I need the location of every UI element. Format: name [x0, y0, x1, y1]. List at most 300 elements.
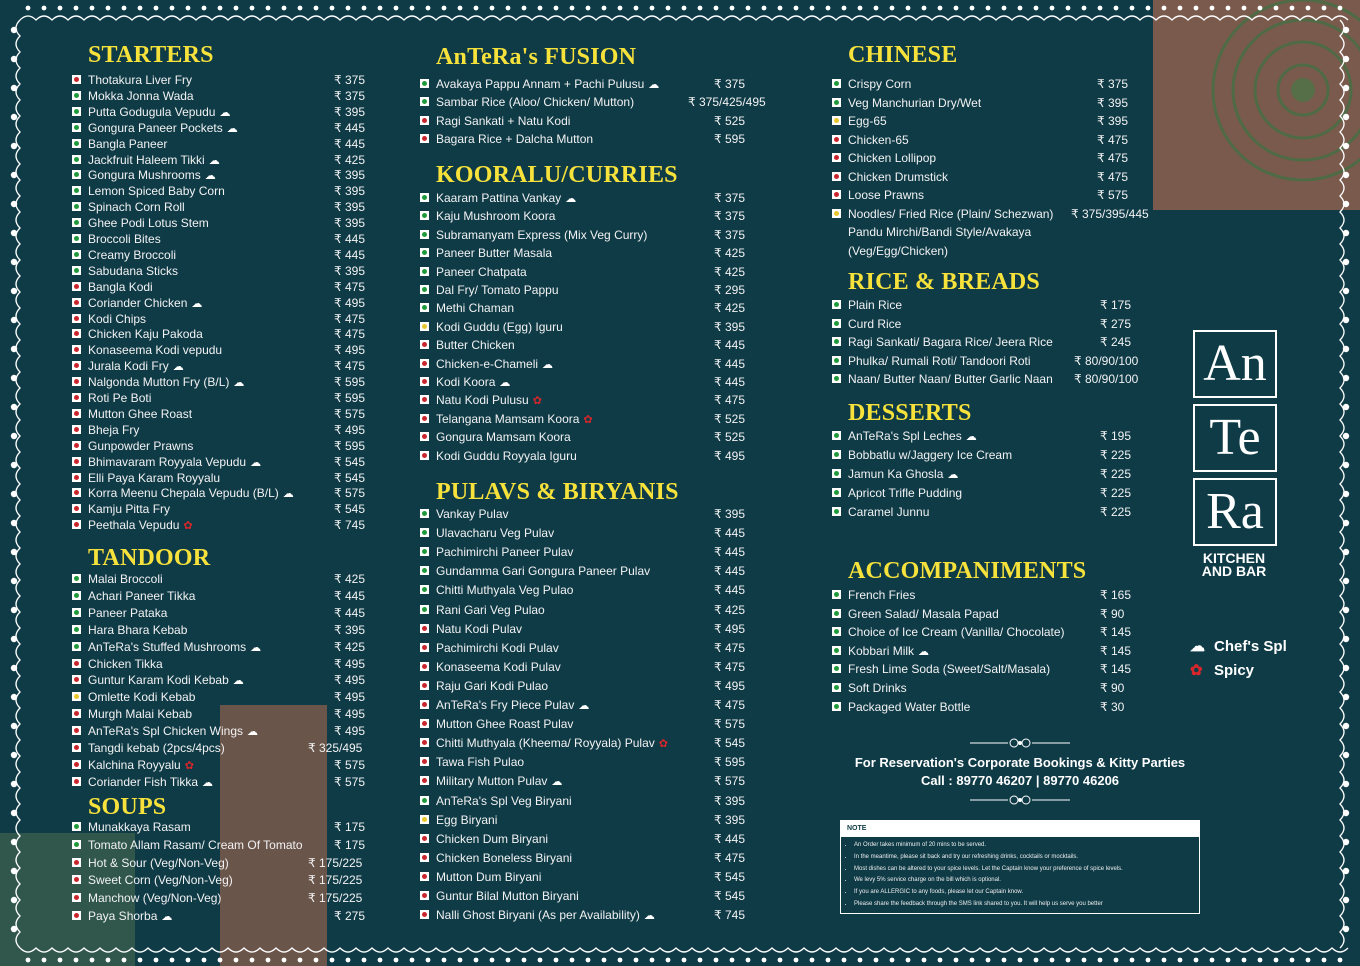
menu-item-name: Murgh Malai Kebab [88, 707, 193, 722]
menu-item-name: Subramanyam Express (Mix Veg Curry) [436, 227, 648, 242]
menu-item-price: ₹ 195 [1100, 429, 1131, 443]
menu-item-price: ₹ 475 [1097, 132, 1128, 147]
nonveg-indicator-icon [832, 153, 841, 162]
chef-hat-icon: ☁ [232, 675, 244, 688]
nonveg-indicator-icon [72, 329, 81, 338]
nonveg-indicator-icon [72, 726, 81, 735]
menu-item [420, 735, 824, 751]
menu-item-price: ₹ 575 [334, 757, 365, 772]
menu-item [72, 342, 444, 358]
menu-item-price: ₹ 445 [334, 588, 365, 603]
menu-item-name: Dal Fry/ Tomato Pappu [436, 283, 559, 297]
note-line: • Please share the feedback through the SMS link shared to you. It will help us serve you better [854, 899, 1199, 911]
nonveg-indicator-icon [72, 675, 81, 684]
menu-item-name: Bagara Rice + Dalcha Mutton [436, 132, 594, 147]
menu-item-name: Pachimirchi Kodi Pulav [436, 640, 559, 655]
menu-item-name: Manchow (Veg/Non-Veg) [88, 891, 222, 906]
menu-item-name: Lemon Spiced Baby Corn [88, 184, 225, 199]
menu-item [420, 621, 824, 637]
menu-item-price: ₹ 575 [334, 406, 365, 421]
section-title-breads: RICE & BREADS [848, 269, 1040, 295]
menu-item [420, 227, 824, 243]
menu-item-name: Chicken Kaju Pakoda [88, 327, 203, 342]
menu-item [72, 470, 444, 486]
section-title-biryanis: PULAVS & BIRYANIS [436, 479, 679, 505]
veg-indicator-icon [832, 702, 841, 711]
veg-indicator-icon [420, 248, 429, 257]
menu-item-name: Omlette Kodi Kebab [88, 690, 196, 705]
menu-item-price: ₹ 425 [714, 301, 745, 316]
egg-indicator-icon [420, 322, 429, 331]
veg-indicator-icon [72, 625, 81, 634]
menu-item [72, 501, 444, 517]
menu-item-name: Gunpowder Prawns [88, 438, 194, 453]
menu-item [420, 356, 824, 372]
menu-item [420, 754, 824, 770]
menu-item [72, 672, 444, 688]
menu-item [72, 908, 444, 924]
veg-indicator-icon [72, 202, 81, 211]
menu-item [420, 113, 824, 129]
menu-item-price: ₹ 395 [334, 263, 365, 278]
menu-item [420, 602, 824, 618]
menu-item-price: ₹ 395 [334, 104, 365, 119]
menu-item-price: ₹ 30 [1100, 699, 1125, 714]
chef-hat-icon: ☁ [551, 776, 563, 789]
menu-item [832, 206, 1207, 222]
menu-item [420, 411, 824, 427]
menu-item-name: Kobbari Milk ☁ [848, 643, 930, 658]
menu-item-name: Jurala Kodi Fry ☁ [88, 359, 184, 374]
menu-item-name: Crispy Corn [848, 77, 912, 91]
menu-item [72, 740, 444, 756]
chef-hat-icon: ☁ [918, 645, 930, 658]
menu-item-name: Gongura Mamsam Koora [436, 430, 571, 445]
egg-indicator-icon [420, 815, 429, 824]
menu-item [72, 571, 444, 587]
menu-item-name: Chicken Drumstick [848, 169, 949, 184]
menu-item-name: Packaged Water Bottle [848, 699, 971, 714]
menu-item-price: ₹ 395 [714, 507, 745, 521]
veg-indicator-icon [420, 796, 429, 805]
nonveg-indicator-icon [420, 719, 429, 728]
menu-item-price: ₹ 445 [334, 232, 365, 246]
nonveg-indicator-icon [420, 662, 429, 671]
nonveg-indicator-icon [72, 777, 81, 786]
veg-indicator-icon [420, 605, 429, 614]
menu-item-name: Peethala Vepudu ✿ [88, 518, 193, 533]
menu-item-price: ₹ 425 [714, 602, 745, 617]
menu-item-price: ₹ 495 [334, 724, 365, 739]
menu-item-name: Kodi Guddu Royyala Iguru [436, 448, 577, 463]
menu-item-name: Sweet Corn (Veg/Non-Veg) [88, 873, 233, 888]
chef-hat-icon: ☁ [226, 122, 238, 135]
menu-item-price: ₹ 595 [334, 391, 365, 405]
veg-indicator-icon [832, 300, 841, 309]
menu-item [420, 716, 824, 732]
menu-item-name: Natu Kodi Pulusu ✿ [436, 393, 542, 408]
veg-indicator-icon [420, 193, 429, 202]
menu-item-price: ₹ 375 [714, 191, 745, 205]
menu-item-price: ₹ 475 [714, 659, 745, 674]
menu-item [420, 697, 824, 713]
nonveg-indicator-icon [420, 377, 429, 386]
menu-item-name: Guntur Karam Kodi Kebab ☁ [88, 673, 244, 688]
menu-item-price: ₹ 225 [1100, 448, 1131, 463]
menu-item [72, 136, 444, 152]
menu-item-price: ₹ 545 [714, 869, 745, 884]
menu-item-name: Ulavacharu Veg Pulav [436, 526, 555, 541]
veg-indicator-icon [420, 528, 429, 537]
menu-item-name: Hara Bhara Kebab [88, 622, 188, 637]
menu-item-name: Tawa Fish Pulao [436, 755, 525, 770]
chef-hat-icon: ☁ [204, 170, 216, 183]
menu-item [420, 319, 824, 335]
menu-item-name: French Fries [848, 588, 916, 602]
menu-item-price: ₹ 295 [714, 283, 745, 297]
menu-item-price: ₹ 395 [1097, 95, 1128, 110]
menu-item-price: ₹ 375 [714, 227, 745, 242]
menu-item-price: ₹ 495 [714, 448, 745, 463]
nonveg-indicator-icon [72, 488, 81, 497]
veg-indicator-icon [832, 507, 841, 516]
menu-item-name: Gundamma Gari Gongura Paneer Pulav [436, 564, 651, 579]
veg-indicator-icon [832, 337, 841, 346]
menu-item-price: ₹ 395 [334, 184, 365, 199]
menu-item [832, 150, 1207, 166]
veg-indicator-icon [72, 155, 81, 164]
nonveg-indicator-icon [72, 520, 81, 529]
menu-item [72, 774, 444, 790]
menu-item-continuation: Pandu Mirchi/Bandi Style/Avakaya [848, 225, 1032, 239]
menu-item-name: Kaju Mushroom Koora [436, 209, 556, 224]
menu-item-price: ₹ 375 [714, 77, 745, 91]
menu-item-name: Malai Broccoli [88, 572, 163, 586]
nonveg-indicator-icon [420, 624, 429, 633]
nonveg-indicator-icon [72, 457, 81, 466]
menu-item-price: ₹ 145 [1100, 625, 1131, 640]
chef-hat-icon: ☁ [219, 106, 231, 119]
menu-item-price: ₹ 445 [714, 338, 745, 353]
menu-item-name: Sabudana Sticks [88, 263, 179, 278]
menu-item [72, 167, 444, 183]
nonveg-indicator-icon [72, 858, 81, 867]
note-line: • We levy 5% service charge on the bill which is optional. [854, 875, 1199, 887]
veg-indicator-icon [832, 469, 841, 478]
menu-item [72, 622, 444, 638]
menu-item-price: ₹ 375 [1097, 77, 1128, 91]
chef-hat-icon: ☁ [208, 154, 220, 167]
menu-item-price: ₹ 495 [334, 295, 365, 310]
menu-item-name: Chicken-e-Chameli ☁ [436, 356, 554, 371]
menu-item [420, 659, 824, 675]
menu-item [72, 872, 444, 888]
menu-item [72, 295, 444, 311]
note-heading: NOTE [841, 821, 1199, 837]
veg-indicator-icon [832, 683, 841, 692]
menu-item [72, 406, 444, 422]
menu-item [832, 699, 1210, 715]
nonveg-indicator-icon [832, 172, 841, 181]
nonveg-indicator-icon [420, 134, 429, 143]
menu-item-price: ₹ 445 [714, 356, 745, 371]
menu-item [832, 297, 1210, 313]
menu-item-price: ₹ 525 [714, 113, 745, 128]
menu-item-name: Hot & Sour (Veg/Non-Veg) [88, 855, 229, 870]
menu-item-price: ₹ 225 [1100, 467, 1131, 482]
menu-item [832, 132, 1207, 148]
menu-item-price: ₹ 425 [714, 264, 745, 279]
menu-item-price: ₹ 395 [714, 319, 745, 334]
menu-item [832, 587, 1210, 603]
logo-and-bar: AND BAR [1201, 563, 1267, 579]
menu-item-price: ₹ 395 [334, 200, 365, 215]
menu-item-name: Apricot Trifle Pudding [848, 486, 963, 501]
menu-item [420, 131, 824, 147]
section-title-chinese: CHINESE [848, 42, 958, 68]
menu-item-price: ₹ 545 [334, 470, 365, 485]
menu-item [420, 640, 824, 656]
menu-item-price: ₹ 495 [334, 673, 365, 688]
nonveg-indicator-icon [72, 425, 81, 434]
veg-indicator-icon [72, 170, 81, 179]
menu-item-price: ₹ 475 [334, 327, 365, 342]
menu-item-price: ₹ 595 [334, 438, 365, 453]
menu-item-name: Green Salad/ Masala Papad [848, 606, 999, 621]
menu-item [420, 94, 824, 110]
menu-item [832, 643, 1210, 659]
menu-item-price: ₹ 445 [334, 136, 365, 151]
veg-indicator-icon [72, 266, 81, 275]
menu-item-name: Veg Manchurian Dry/Wet [848, 95, 982, 110]
menu-item-name: Coriander Fish Tikka ☁ [88, 774, 214, 789]
menu-item-name: Natu Kodi Pulav [436, 621, 523, 636]
menu-item-name: Korra Meenu Chepala Vepudu (B/L) ☁ [88, 486, 294, 501]
menu-item-name: Konaseema Kodi Pulav [436, 659, 561, 674]
menu-item [72, 689, 444, 705]
menu-item-price: ₹ 225 [1100, 505, 1131, 520]
menu-item-price: ₹ 495 [334, 422, 365, 437]
veg-indicator-icon [72, 123, 81, 132]
menu-item-name: Nalgonda Mutton Fry (B/L) ☁ [88, 375, 245, 390]
menu-item-name: Chicken Lollipop [848, 151, 937, 165]
menu-item-name: Chitti Muthyala (Kheema/ Royyala) Pulav ✿ [436, 736, 668, 751]
chili-icon: ✿ [1190, 662, 1203, 679]
veg-indicator-icon [72, 822, 81, 831]
nonveg-indicator-icon [72, 75, 81, 84]
menu-item-name: Konaseema Kodi vepudu [88, 343, 223, 358]
menu-item [832, 504, 1210, 520]
menu-item [420, 190, 824, 206]
reservation-line: For Reservation's Corporate Bookings & Kitty Parties [854, 755, 1186, 770]
section-title-starters: STARTERS [88, 42, 214, 68]
menu-item-name: Broccoli Bites [88, 232, 161, 246]
veg-indicator-icon [832, 609, 841, 618]
nonveg-indicator-icon [420, 738, 429, 747]
nonveg-indicator-icon [420, 891, 429, 900]
veg-indicator-icon [72, 840, 81, 849]
veg-indicator-icon [72, 234, 81, 243]
menu-item [832, 371, 1210, 387]
veg-indicator-icon [420, 285, 429, 294]
chef-hat-icon: ☁ [648, 79, 660, 91]
nonveg-indicator-icon [420, 116, 429, 125]
menu-item-price: ₹ 425 [334, 572, 365, 586]
note-line: • Most dishes can be altered to your spice levels. Let the Captain know your preference of spice levels. [854, 864, 1199, 876]
chili-icon: ✿ [183, 520, 193, 533]
menu-item [72, 837, 444, 853]
section-title-curries: KOORALU/CURRIES [436, 162, 678, 188]
note-list [841, 840, 1199, 911]
veg-indicator-icon [72, 591, 81, 600]
menu-item [72, 390, 444, 406]
menu-item-name: Creamy Broccoli [88, 247, 177, 262]
reservation-info [840, 738, 1200, 790]
menu-item-price: ₹ 80/90/100 [1074, 353, 1139, 368]
veg-indicator-icon [72, 250, 81, 259]
menu-item [832, 485, 1210, 501]
menu-item [420, 563, 824, 579]
veg-indicator-icon [832, 488, 841, 497]
menu-item [72, 152, 444, 168]
menu-item-price: ₹ 575 [714, 717, 745, 732]
menu-item-price: ₹ 425 [334, 639, 365, 654]
menu-item-price: ₹ 175/225 [308, 873, 363, 888]
menu-item [420, 812, 824, 828]
menu-item-name: Spinach Corn Roll [88, 200, 185, 215]
logo-te: Te [1193, 404, 1277, 472]
menu-item [420, 429, 824, 445]
menu-item-price: ₹ 475 [334, 311, 365, 326]
veg-indicator-icon [832, 627, 841, 636]
menu-item-price: ₹ 395 [334, 168, 365, 183]
menu-item-name: Pachimirchi Paneer Pulav [436, 545, 574, 560]
menu-item [420, 506, 824, 522]
nonveg-indicator-icon [420, 757, 429, 766]
menu-item-name: Guntur Bilal Mutton Biryani [436, 889, 579, 903]
menu-item-price: ₹ 175 [1100, 298, 1131, 312]
menu-item-price: ₹ 375 [714, 209, 745, 224]
chef-hat-icon: ☁ [202, 776, 214, 789]
chili-icon: ✿ [184, 759, 194, 772]
veg-indicator-icon [832, 356, 841, 365]
section-title-fusion: AnTeRa's FUSION [436, 44, 637, 70]
menu-item-name: Gongura Mushrooms ☁ [88, 168, 216, 183]
nonveg-indicator-icon [420, 834, 429, 843]
menu-item-name: Chicken Tikka [88, 656, 163, 671]
note-line: • In the meantime, please sit back and try our refreshing drinks, cocktails or mocktails. [854, 852, 1199, 864]
menu-item-price: ₹ 275 [334, 909, 365, 923]
veg-indicator-icon [832, 98, 841, 107]
menu-item-name: Kalchina Royyalu ✿ [88, 757, 194, 772]
menu-item [72, 72, 444, 88]
veg-indicator-icon [72, 608, 81, 617]
menu-item-name: AnTeRa's Fry Piece Pulav ☁ [436, 698, 590, 712]
menu-item-price: ₹ 325/495 [308, 741, 363, 755]
menu-item [420, 850, 824, 866]
menu-item [832, 353, 1210, 369]
menu-item-name: Putta Godugula Vepudu ☁ [88, 104, 231, 119]
menu-item [72, 279, 444, 295]
menu-item [420, 76, 824, 92]
veg-indicator-icon [420, 79, 429, 88]
menu-item-name: Kodi Koora ☁ [436, 375, 511, 389]
menu-item-name: AnTeRa's Spl Veg Biryani [436, 793, 572, 808]
menu-item-price: ₹ 445 [714, 831, 745, 846]
menu-item-price: ₹ 545 [714, 736, 745, 751]
menu-item [72, 326, 444, 342]
menu-item-name: Methi Chaman [436, 301, 515, 316]
nonveg-indicator-icon [72, 377, 81, 386]
menu-item-name: Chicken-65 [848, 132, 909, 147]
chef-hat-icon: ☁ [250, 641, 262, 654]
menu-item-name: Curd Rice [848, 316, 902, 331]
menu-item-name: Jackfruit Haleem Tikki ☁ [88, 152, 220, 167]
nonveg-indicator-icon [72, 361, 81, 370]
menu-item-name: Mutton Ghee Roast Pulav [436, 717, 574, 732]
menu-item [72, 723, 444, 739]
chili-icon: ✿ [658, 738, 668, 751]
legend [1190, 634, 1287, 682]
menu-item [832, 466, 1210, 482]
menu-item-price: ₹ 575 [334, 486, 365, 501]
chef-hat-icon: ☁ [172, 361, 184, 374]
menu-item [832, 606, 1210, 622]
menu-item-price: ₹ 475 [1097, 169, 1128, 184]
menu-item [420, 282, 824, 298]
menu-item-name: Chicken Dum Biryani [436, 831, 549, 846]
menu-item-name: Coriander Chicken ☁ [88, 295, 203, 310]
nonveg-indicator-icon [420, 872, 429, 881]
veg-indicator-icon [72, 642, 81, 651]
ornament-divider-bottom [970, 794, 1070, 806]
menu-item [72, 757, 444, 773]
menu-item-price: ₹ 80/90/100 [1074, 372, 1139, 386]
veg-indicator-icon [420, 211, 429, 220]
chef-hat-icon: ☁ [1190, 638, 1205, 655]
menu-item-name: Egg Biryani [436, 812, 498, 827]
menu-item [72, 890, 444, 906]
menu-item-price: ₹ 425 [714, 246, 745, 261]
menu-item-price: ₹ 475 [714, 393, 745, 408]
menu-item-name: Bangla Kodi [88, 279, 153, 294]
nonveg-indicator-icon [72, 911, 81, 920]
menu-item-name: Tomato Allam Rasam/ Cream Of Tomato [88, 837, 303, 852]
section-title-desserts: DESSERTS [848, 400, 972, 426]
menu-item [72, 517, 444, 533]
veg-indicator-icon [72, 91, 81, 100]
menu-item-price: ₹ 445 [714, 545, 745, 560]
menu-item-name: Nalli Ghost Biryani (As per Availability) ☁ [436, 908, 655, 923]
note-line: • An Order takes minimum of 20 mins to be served. [854, 840, 1199, 852]
menu-item-name: Thotakura Liver Fry [88, 73, 193, 87]
nonveg-indicator-icon [72, 709, 81, 718]
menu-item [832, 680, 1210, 696]
menu-item-name: Munakkaya Rasam [88, 820, 191, 834]
menu-item-price: ₹ 395 [334, 622, 365, 637]
menu-item-price: ₹ 395 [334, 216, 365, 231]
nonveg-indicator-icon [420, 340, 429, 349]
menu-item-price: ₹ 395 [1097, 114, 1128, 128]
menu-item-price: ₹ 495 [334, 707, 365, 722]
menu-item [72, 819, 444, 835]
menu-item-name: Achari Paneer Tikka [88, 588, 196, 603]
chef-hat-icon: ☁ [965, 431, 977, 443]
menu-item [420, 888, 824, 904]
menu-item-price: ₹ 475 [1097, 151, 1128, 165]
menu-item-name: Ragi Sankati + Natu Kodi [436, 113, 571, 128]
nonveg-indicator-icon [72, 659, 81, 668]
